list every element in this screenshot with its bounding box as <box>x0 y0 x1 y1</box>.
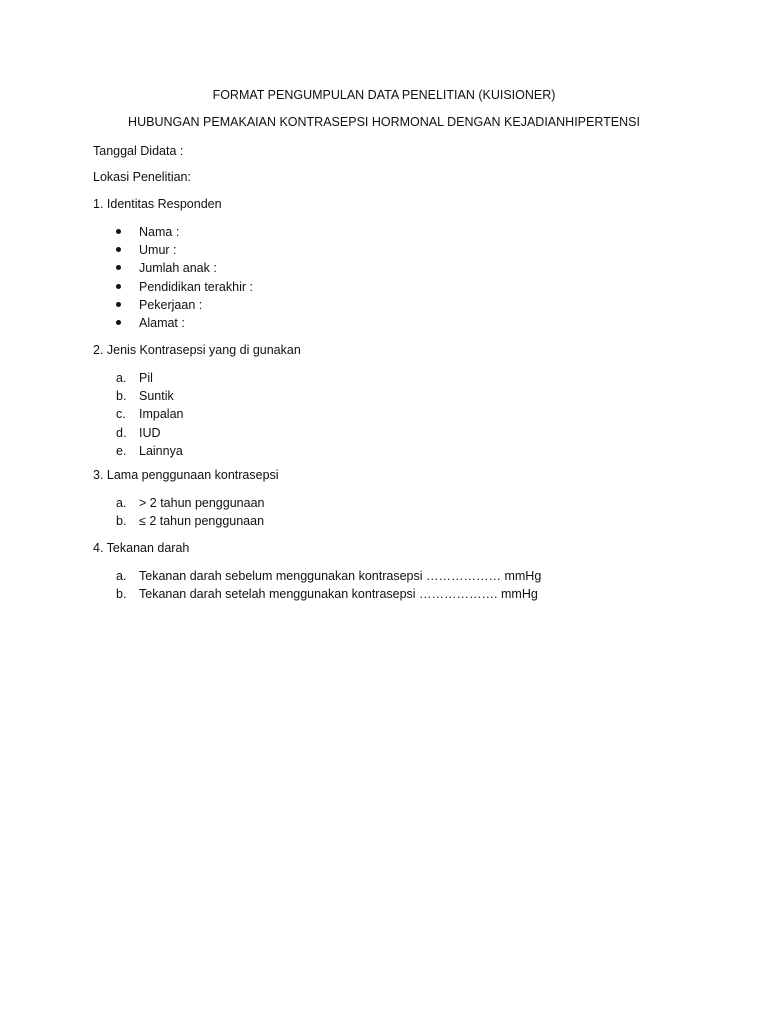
option-label: Impalan <box>139 407 184 422</box>
bullet-icon <box>116 247 121 252</box>
tanggal-label: Tanggal Didata : <box>93 144 184 158</box>
section2-heading: 2. Jenis Kontrasepsi yang di gunakan <box>93 343 301 357</box>
list-marker: c. <box>116 407 126 422</box>
blood-pressure-after-field: Tekanan darah setelah menggunakan kontrasepsi ………………. mmHg <box>139 587 538 602</box>
identity-field-label: Alamat : <box>139 315 185 330</box>
list-marker: d. <box>116 425 127 440</box>
list-marker: a. <box>116 569 127 583</box>
list-marker: a. <box>116 371 127 385</box>
list-marker: b. <box>116 389 127 404</box>
identity-field-label: Pekerjaan : <box>139 297 203 312</box>
bullet-icon <box>116 320 121 325</box>
identity-field-label: Umur : <box>139 243 177 258</box>
option-label: Suntik <box>139 389 174 404</box>
identity-field-label: Nama : <box>139 225 180 239</box>
option-label: > 2 tahun penggunaan <box>139 496 265 510</box>
bullet-icon <box>116 284 121 289</box>
section3-heading: 3. Lama penggunaan kontrasepsi <box>93 468 279 482</box>
document-title: FORMAT PENGUMPULAN DATA PENELITIAN (KUISIONER) <box>212 88 556 102</box>
option-label: Pil <box>139 371 153 385</box>
identity-field-label: Jumlah anak : <box>139 261 217 276</box>
option-label: ≤ 2 tahun penggunaan <box>139 514 265 529</box>
list-marker: b. <box>116 514 127 529</box>
bullet-icon <box>116 265 121 270</box>
section1-heading: 1. Identitas Responden <box>93 197 222 211</box>
list-marker: e. <box>116 443 127 458</box>
bullet-icon <box>116 302 121 307</box>
bullet-icon <box>116 229 121 234</box>
document-subtitle: HUBUNGAN PEMAKAIAN KONTRASEPSI HORMONAL DENGAN KEJADIANHIPERTENSI <box>128 115 640 129</box>
blood-pressure-before-field: Tekanan darah sebelum menggunakan kontrasepsi ……………… mmHg <box>139 569 542 583</box>
list-marker: a. <box>116 496 127 510</box>
option-label: Lainnya <box>139 443 183 458</box>
option-label: IUD <box>139 425 161 440</box>
section4-heading: 4. Tekanan darah <box>93 541 190 555</box>
identity-field-label: Pendidikan terakhir : <box>139 279 253 294</box>
list-marker: b. <box>116 587 127 602</box>
lokasi-label: Lokasi Penelitian: <box>93 170 191 184</box>
